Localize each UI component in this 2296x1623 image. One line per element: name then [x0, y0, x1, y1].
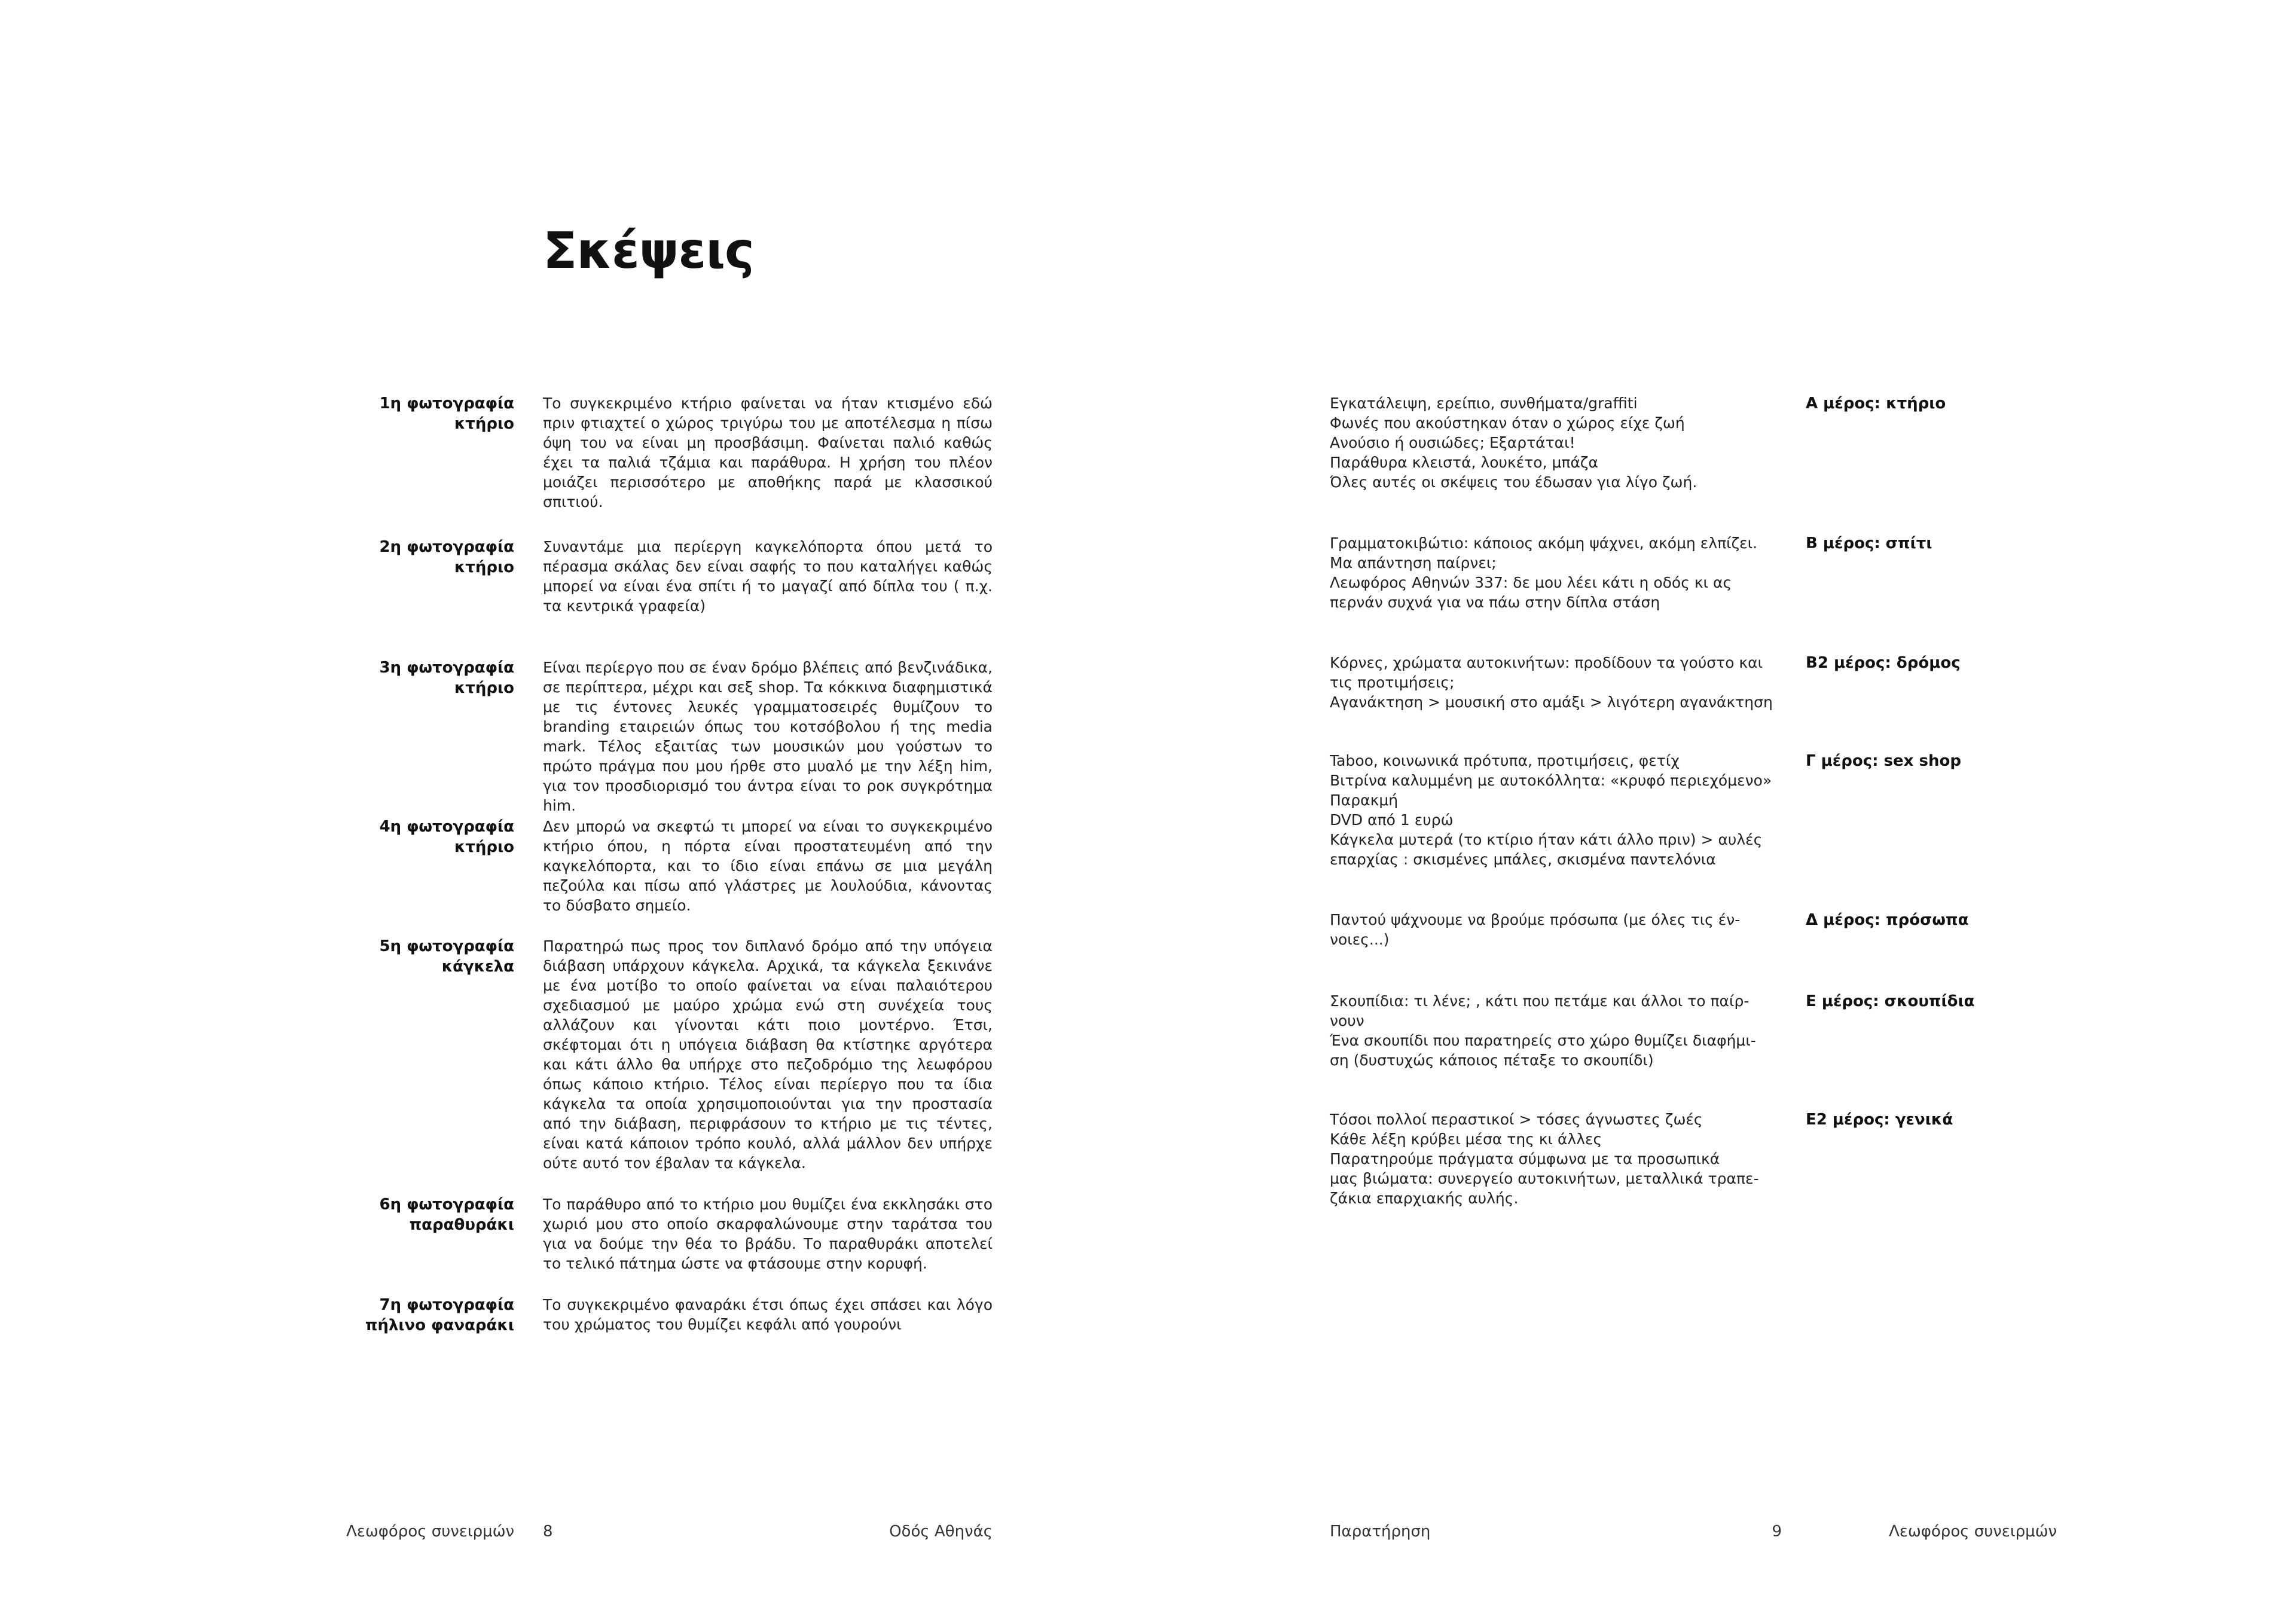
thought-block: [1330, 533, 1784, 612]
thought-block: [1330, 393, 1784, 492]
thought-block: [1330, 653, 1784, 712]
thought-line: τις προτιμήσεις;: [1330, 674, 1455, 691]
entry-label: [263, 936, 514, 977]
footer-right-page-number: 9: [1772, 1523, 1782, 1541]
entry-label: [263, 1194, 514, 1235]
part-label: Γ μέρος: sex shop: [1806, 752, 1961, 770]
entry-label-line: 1η φωτογραφία: [379, 395, 514, 412]
thought-line: ση (δυστυχώς κάποιος πέταξε το σκουπίδι): [1330, 1052, 1654, 1069]
thought-line: Φωνές που ακούστηκαν όταν ο χώρος είχε ζωή: [1330, 414, 1685, 432]
entry-label-line: 2η φωτογραφία: [379, 538, 514, 556]
entry-label-line: κτήριο: [454, 558, 514, 576]
thought-line: Παντού ψάχνουμε να βρούμε πρόσωπα (με όλες τις έν-: [1330, 911, 1741, 928]
part-label: Δ μέρος: πρόσωπα: [1806, 911, 1969, 929]
thought-line: Παρακμή: [1330, 791, 1399, 809]
thought-line: περνάν συχνά για να πάω στην δίπλα στάση: [1330, 594, 1660, 611]
part-label: Ε μέρος: σκουπίδια: [1806, 992, 1975, 1010]
footer-left-title: Λεωφόρος συνειρμών: [346, 1523, 514, 1541]
thought-line: νοιες...): [1330, 931, 1390, 948]
entry-label-line: 7η φωτογραφία: [379, 1296, 514, 1314]
entry-label: [263, 393, 514, 434]
thought-line: Γραμματοκιβώτιο: κάποιος ακόμη ψάχνει, ακόμη ελπίζει.: [1330, 534, 1758, 552]
thought-block: [1330, 1109, 1784, 1208]
page-title: Σκέψεις: [543, 221, 754, 280]
entry-label: [263, 1295, 514, 1335]
entry-text: Το συγκεκριμένο κτήριο φαίνεται να ήταν κτισμένο εδώ πριν φτιαχτεί ο χώρος τριγύρω του με αποτέλεσμα η πίσω όψη του να είναι μη προσβάσιμη. Φαίνεται παλιό καθώς έχει τα παλιά τζάμια και παράθυρα. Η χρήση του πλέον μοιάζει περισσότερο με αποθήκης παρά με κλασσικού σπιτιού.: [543, 395, 993, 511]
entry-text: Το συγκεκριμένο φαναράκι έτσι όπως έχει σπάσει και λόγο του χρώματος του θυμίζει κεφάλι από γουρούνι: [543, 1296, 993, 1333]
thought-line: Βιτρίνα καλυμμένη με αυτοκόλλητα: «κρυφό περιεχόμενο»: [1330, 772, 1772, 789]
footer-left-section: Οδός Αθηνάς: [889, 1523, 993, 1541]
thought-block: [1330, 910, 1784, 949]
thought-line: Τόσοι πολλοί περαστικοί > τόσες άγνωστες ζωές: [1330, 1111, 1703, 1128]
thought-line: Ανούσιο ή ουσιώδες; Εξαρτάται!: [1330, 434, 1576, 451]
thought-line: ζάκια επαρχιακής αυλής.: [1330, 1190, 1519, 1207]
thought-line: DVD από 1 ευρώ: [1330, 811, 1454, 829]
footer-right-section: Παρατήρηση: [1330, 1523, 1431, 1541]
thought-line: Taboo, κοινωνικά πρότυπα, προτιμήσεις, φετίχ: [1330, 752, 1680, 769]
thought-block: [1330, 751, 1784, 869]
thought-line: Μα απάντηση παίρνει;: [1330, 554, 1497, 571]
entry-label-line: κτήριο: [454, 415, 514, 433]
thought-line: Παρατηρούμε πράγματα σύμφωνα με τα προσωπικά: [1330, 1150, 1720, 1167]
entry-label-line: 3η φωτογραφία: [379, 659, 514, 677]
thought-block: [1330, 991, 1784, 1070]
thought-line: Ένα σκουπίδι που παρατηρείς στο χώρο θυμίζει διαφήμι-: [1330, 1032, 1756, 1049]
thought-line: Κάγκελα μυτερά (το κτίριο ήταν κάτι άλλο πριν) > αυλές: [1330, 831, 1763, 848]
thought-line: Κάθε λέξη κρύβει μέσα της κι άλλες: [1330, 1130, 1602, 1148]
thought-line: νουν: [1330, 1012, 1364, 1029]
entry-label-line: 5η φωτογραφία: [379, 937, 514, 955]
entry-label-line: παραθυράκι: [409, 1216, 514, 1234]
entry-text: Παρατηρώ πως προς τον διπλανό δρόμο από την υπόγεια διάβαση υπάρχουν κάγκελα. Αρχικά, τα κάγκελα ξεκινάνε με ένα μοτίβο το οποίο φαίνεται να είναι παλαιότερου σχεδιασμού με μαύρο χρώμα ενώ στη συνέχεία τους αλλάζουν και γίνονται κάτι ποιο μοντέρνο. Έτσι, σκέφτομαι ότι η υπόγεια διάβαση θα κτίστηκε αργότερα και κάτι άλλο θα υπήρχε στο πεζοδρόμιο της λεωφόρου όπως κάποιο κτήριο. Τέλος είναι περίεργο που τα ίδια κάγκελα τα οποία χρησιμοποιούνται για την προστασία από την διάβαση, περιφράσουν το κτήριο με τις τέντες, είναι κατά κάποιον τρόπο κουλό, αλλά μάλλον δεν υπήρχε ούτε αυτό τον έβαλαν τα κάγκελα.: [543, 937, 993, 1172]
entry-label: [263, 658, 514, 698]
thought-line: Όλες αυτές οι σκέψεις του έδωσαν για λίγο ζωή.: [1330, 473, 1697, 491]
entry-text: Το παράθυρο από το κτήριο μου θυμίζει ένα εκκλησάκι στο χωριό μου στο οποίο σκαρφαλώνουμε στην ταράτσα του για να δούμε την θέα το βράδυ. Το παραθυράκι αποτελεί το τελικό πάτημα ώστε να φτάσουμε στην κορυφή.: [543, 1196, 993, 1272]
entry-label: [263, 537, 514, 577]
thought-line: Κόρνες, χρώματα αυτοκινήτων: προδίδουν τα γούστο και: [1330, 654, 1763, 671]
entry-label-line: πήλινο φαναράκι: [365, 1316, 514, 1334]
entry-text: Είναι περίεργο που σε έναν δρόμο βλέπεις από βενζινάδικα, σε περίπτερα, μέχρι και σεξ shop. Τα κόκκινα διαφημιστικά με τις έντονες λευκές γραμματοσειρές θυμίζουν το branding εταιρειών όπως του κοτσόβολου ή της media mark. Τέλος εξαιτίας των μουσικών μου γούστων το πρώτο πράγμα που μου ήρθε στο μυαλό με την λέξη him, για τον προσδιορισμό του άντρα είναι το ροκ συγκρότημα him.: [543, 659, 993, 814]
part-label: Α μέρος: κτήριο: [1806, 395, 1946, 412]
thought-line: Λεωφόρος Αθηνών 337: δε μου λέει κάτι η οδός κι ας: [1330, 574, 1732, 591]
thought-line: Εγκατάλειψη, ερείπιο, συνθήματα/graffiti: [1330, 395, 1638, 412]
part-label: Ε2 μέρος: γενικά: [1806, 1111, 1953, 1129]
entry-text: Συναντάμε μια περίεργη καγκελόπορτα όπου μετά το πέρασμα σκάλας δεν είναι σαφής το που καταλήγει καθώς μπορεί να είναι ένα σπίτι ή το μαγαζί από δίπλα του ( π.χ. τα κεντρικά γραφεία): [543, 538, 993, 615]
thought-line: επαρχίας : σκισμένες μπάλες, σκισμένα παντελόνια: [1330, 851, 1716, 868]
entry-label-line: 4η φωτογραφία: [379, 818, 514, 836]
thought-line: Σκουπίδια: τι λένε; , κάτι που πετάμε και άλλοι το παίρ-: [1330, 992, 1750, 1010]
thought-line: Αγανάκτηση > μουσική στο αμάξι > λιγότερη αγανάκτηση: [1330, 693, 1773, 711]
thought-line: μας βιώματα: συνεργείο αυτοκινήτων, μεταλλικά τραπε-: [1330, 1170, 1759, 1187]
part-label: Β2 μέρος: δρόμος: [1806, 654, 1961, 672]
entry-label-line: κτήριο: [454, 838, 514, 856]
footer-left-page-number: 8: [543, 1523, 553, 1541]
entry-label-line: κτήριο: [454, 679, 514, 697]
thought-line: Παράθυρα κλειστά, λουκέτο, μπάζα: [1330, 454, 1599, 471]
entry-label: [263, 817, 514, 857]
part-label: Β μέρος: σπίτι: [1806, 534, 1932, 552]
entry-text: Δεν μπορώ να σκεφτώ τι μπορεί να είναι το συγκεκριμένο κτήριο όπου, η πόρτα είναι προστατευμένη από την καγκελόπορτα, και το ίδιο είναι επάνω σε μια μεγάλη πεζούλα και πίσω από γλάστρες με λουλούδια, κάνοντας το δύσβατο σημείο.: [543, 818, 993, 914]
footer-right-title: Λεωφόρος συνειρμών: [1889, 1523, 2057, 1541]
entry-label-line: κάγκελα: [441, 958, 514, 976]
entry-label-line: 6η φωτογραφία: [379, 1196, 514, 1214]
